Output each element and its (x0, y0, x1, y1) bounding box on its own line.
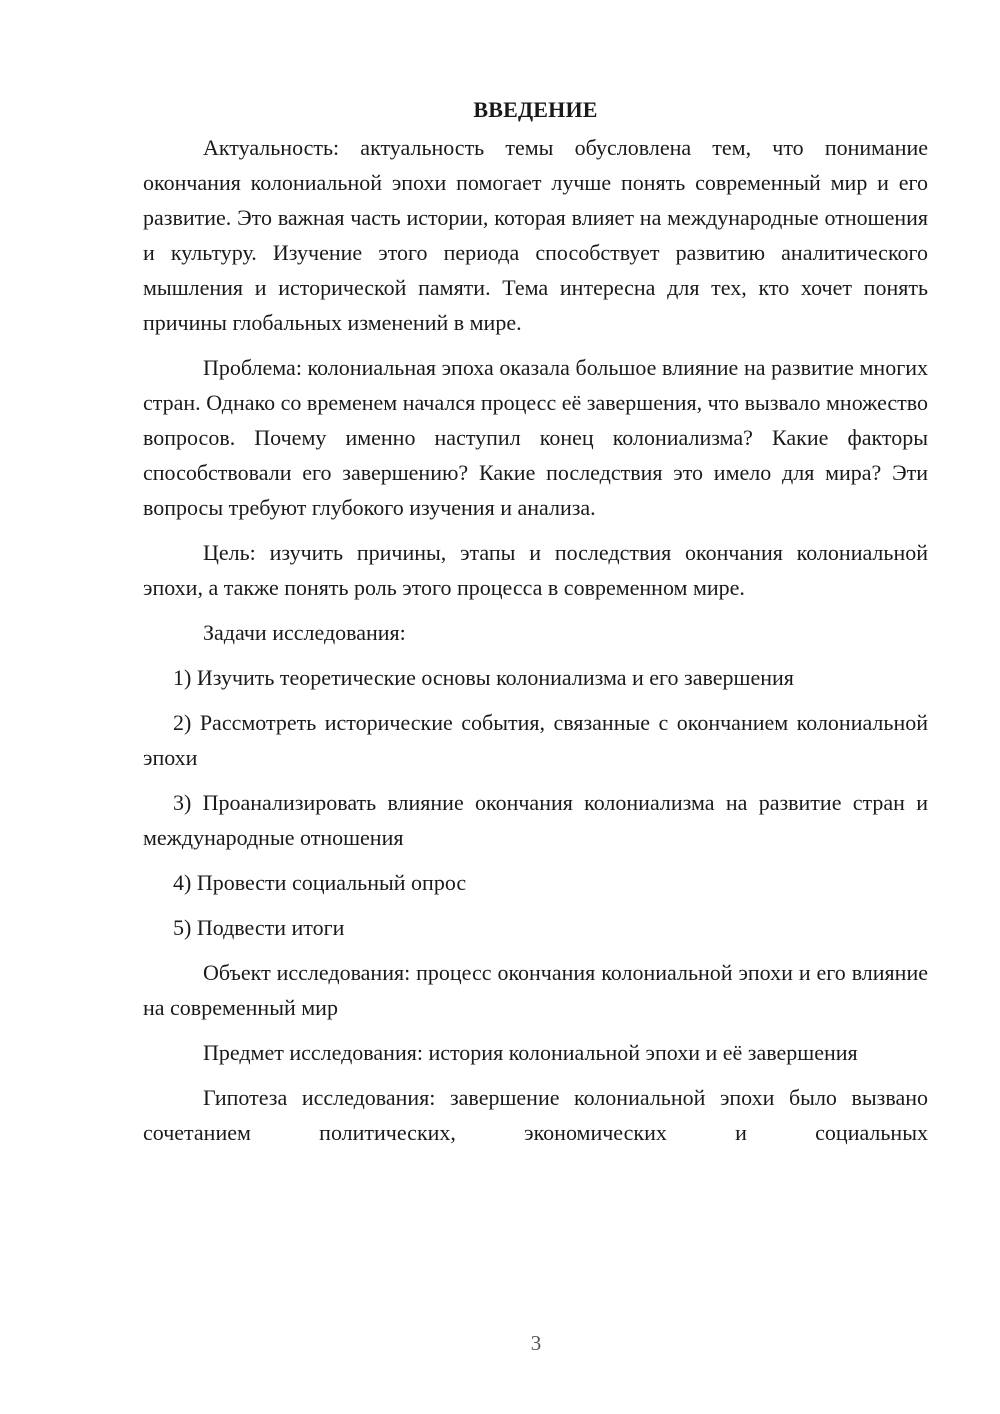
goal-paragraph: Цель: изучить причины, этапы и последствия окончания колониальной эпохи, а также понять роль этого процесса в современном мире. (143, 540, 928, 600)
task-item-5: 5) Подвести итоги (173, 915, 345, 940)
task-item-4: 4) Провести социальный опрос (173, 870, 467, 895)
relevance-paragraph: Актуальность: актуальность темы обусловлена тем, что понимание окончания колониальной эпохи помогает лучше понять современный мир и его развитие. Это важная часть истории, которая влияет на международные отношения и культуру. Изучение этого периода способствует развитию аналитического мышления и исторической памяти. Тема интересна для тех, кто хочет понять причины глобальных изменений в мире. (143, 135, 928, 335)
page-content (143, 92, 928, 1160)
tasks-heading: Задачи исследования: (203, 620, 406, 645)
section-title: ВВЕДЕНИЕ (473, 97, 598, 122)
hypothesis-paragraph: Гипотеза исследования: завершение колониальной эпохи было вызвано сочетанием политических, экономических и социальных (143, 1085, 928, 1145)
problem-paragraph: Проблема: колониальная эпоха оказала большое влияние на развитие многих стран. Однако со временем начался процесс её завершения, что вызвало множество вопросов. Почему именно наступил конец колониализма? Какие факторы способствовали его завершению? Какие последствия это имело для мира? Эти вопросы требуют глубокого изучения и анализа. (143, 355, 928, 520)
research-object-paragraph: Объект исследования: процесс окончания колониальной эпохи и его влияние на современный мир (143, 960, 928, 1020)
research-subject-paragraph: Предмет исследования: история колониальной эпохи и её завершения (203, 1040, 858, 1065)
task-item-2: 2) Рассмотреть исторические события, связанные с окончанием колониальной эпохи (143, 710, 928, 770)
task-item-1: 1) Изучить теоретические основы колониализма и его завершения (173, 665, 794, 690)
task-item-3: 3) Проанализировать влияние окончания колониализма на развитие стран и международные отношения (143, 790, 928, 850)
page-number: 3 (530, 1331, 542, 1355)
